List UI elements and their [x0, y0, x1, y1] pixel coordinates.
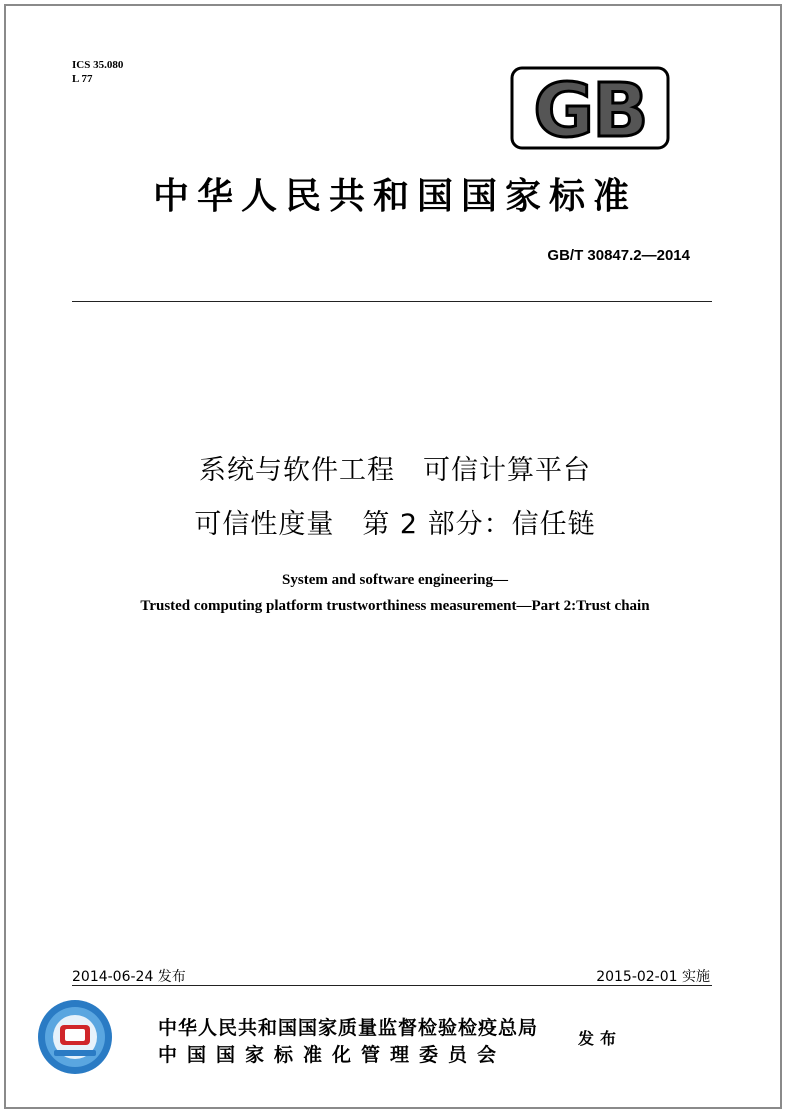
gb-logo	[510, 66, 670, 150]
gb-logo-text: GB	[533, 68, 647, 150]
english-title-line-1: System and software engineering—	[282, 572, 508, 588]
footer-divider	[72, 985, 712, 986]
chinese-title-line-1: 系统与软件工程 可信计算平台	[199, 455, 591, 486]
chinese-title-line-2: 可信性度量 第 2 部分：信任链	[194, 509, 596, 540]
country-standard-title: 中华人民共和国国家标准	[152, 175, 637, 217]
issuer-line-1: 中华人民共和国国家质量监督检验检疫总局	[158, 1017, 539, 1039]
anti-counterfeit-seal-icon	[36, 998, 114, 1076]
ccs-code: L 77	[72, 73, 93, 85]
publish-date: 2014-06-24 发布	[72, 969, 186, 985]
issuer-line-2: 中国国家标准化管理委员会	[158, 1044, 507, 1066]
issue-action: 发布	[578, 1029, 623, 1048]
header-divider	[72, 301, 712, 302]
classification-codes	[72, 58, 123, 86]
english-title-line-2: Trusted computing platform trustworthiness measurement—Part 2:Trust chain	[140, 598, 650, 614]
standard-number: GB/T 30847.2—2014	[547, 247, 690, 264]
implement-date: 2015-02-01 实施	[596, 969, 710, 985]
ics-code: ICS 35.080	[72, 59, 124, 71]
